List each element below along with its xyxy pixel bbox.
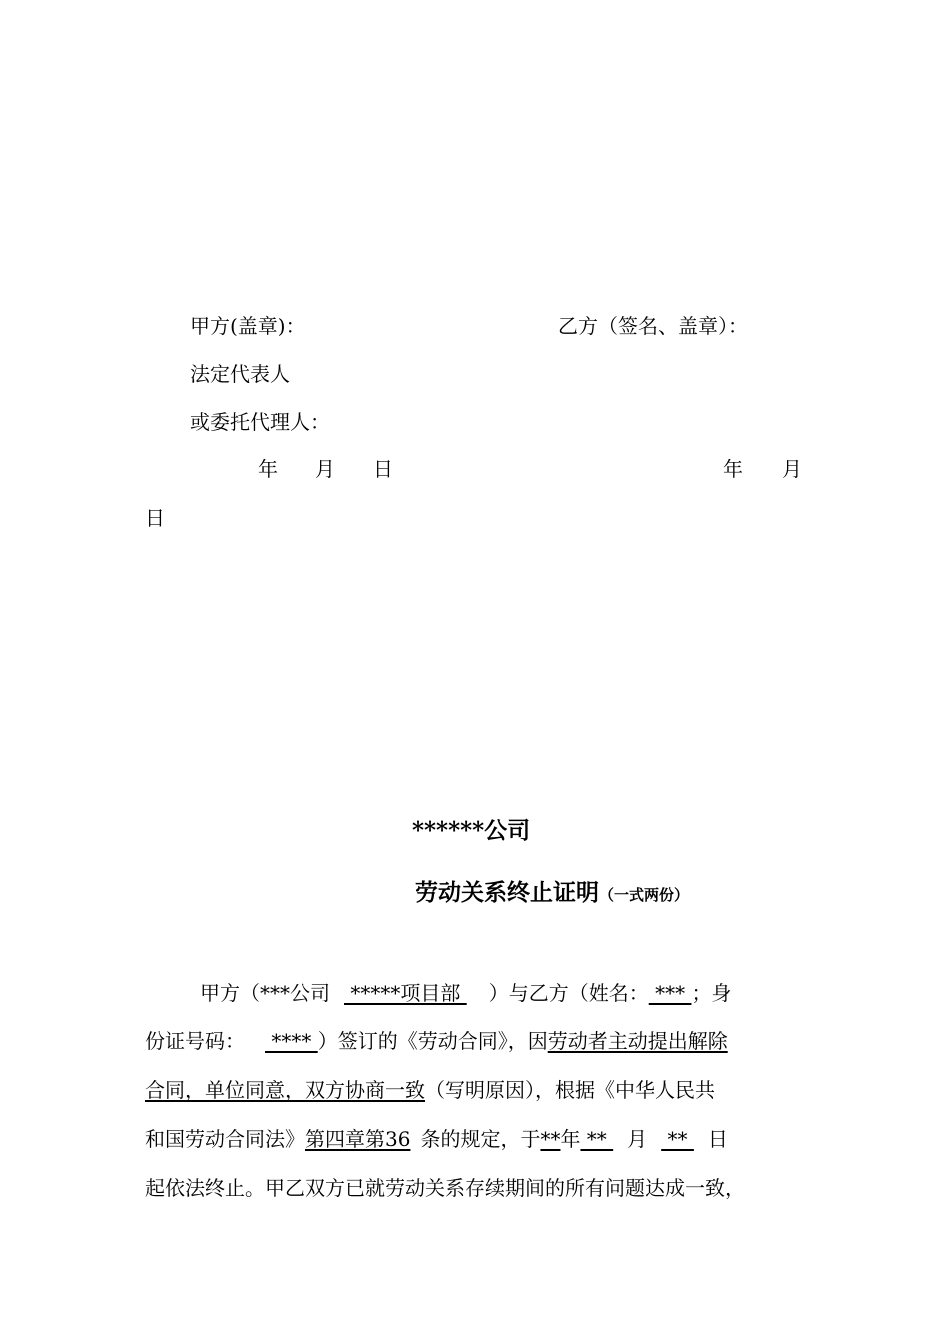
id-number-field: **** [265, 1029, 318, 1053]
party-a-date-year: 年 [258, 457, 278, 481]
body-text: （写明原因），根据《中华人民共 [425, 1078, 715, 1102]
termination-day-field: ** [661, 1127, 694, 1151]
party-a-date-day: 日 [373, 457, 393, 481]
body-text: 份证号码： [145, 1029, 245, 1053]
body-line-2 [145, 1028, 825, 1054]
party-a-date-month: 月 [315, 457, 335, 481]
legal-representative-label: 法定代表人 [190, 362, 290, 386]
body-text: ；身 [691, 981, 732, 1005]
party-b-signature-label: 乙方（签名、盖章）： [558, 314, 748, 338]
termination-month-field: ** [580, 1127, 614, 1151]
certificate-title-note: （一式两份） [599, 886, 690, 904]
law-chapter-field: 第四章第36 [305, 1127, 411, 1151]
termination-year-field: ** [540, 1127, 561, 1151]
body-text: ）与乙方（姓名： [488, 981, 649, 1005]
body-line-3 [145, 1077, 825, 1103]
project-field: *****项目部 [344, 981, 467, 1005]
employee-name-field: *** [648, 981, 692, 1005]
body-text: ）签订的《劳动合同》，因 [317, 1029, 548, 1053]
body-line-1 [200, 980, 880, 1006]
termination-reason-field: 劳动者主动提出解除 [547, 1029, 728, 1053]
party-b-date-month: 月 [782, 457, 802, 481]
party-a-seal-label: 甲方(盖章)： [190, 314, 306, 338]
body-text: 日 [707, 1127, 728, 1151]
body-text: 和国劳动合同法》 [145, 1127, 305, 1151]
body-text: 甲方（***公司 [200, 981, 330, 1005]
certificate-title-text: 劳动关系终止证明 [415, 879, 599, 906]
body-line-5: 起依法终止。甲乙双方已就劳动关系存续期间的所有问题达成一致， [145, 1176, 745, 1200]
party-b-date-day: 日 [145, 506, 165, 530]
certificate-title [415, 874, 689, 907]
body-text: 条的规定，于 [420, 1127, 541, 1151]
company-title: ******公司 [412, 817, 531, 844]
authorized-agent-label: 或委托代理人： [190, 410, 330, 434]
body-text: 年 [560, 1127, 581, 1151]
body-text: 月 [627, 1127, 648, 1151]
termination-reason-field: 合同，单位同意，双方协商一致 [145, 1078, 425, 1102]
body-line-4 [145, 1126, 825, 1152]
party-b-date-year: 年 [723, 457, 743, 481]
